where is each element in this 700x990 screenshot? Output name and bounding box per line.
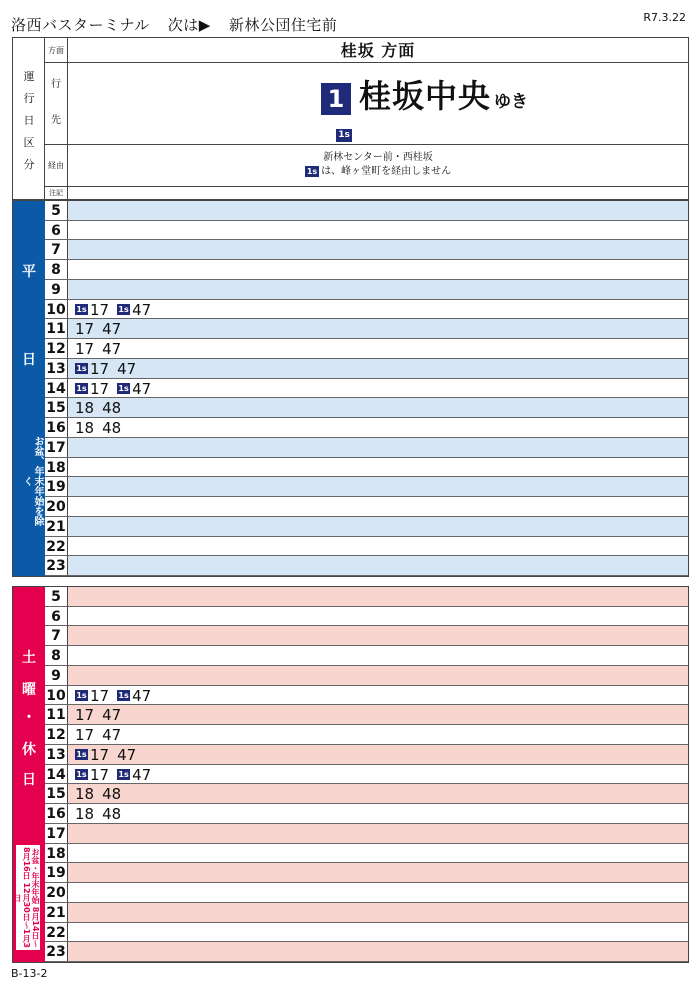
next-label: 次は▶ (167, 16, 211, 34)
departure-minute: 48 (102, 785, 122, 804)
holiday-side-band (13, 587, 45, 962)
minutes-cell (75, 765, 159, 785)
route-variant-badge: 1s (336, 129, 352, 142)
departure-minute: 18 (75, 805, 95, 824)
revision-date: R7.3.22 (643, 11, 686, 24)
timetable-row (45, 725, 688, 745)
departure-time (75, 339, 94, 359)
via-label: 経由 (45, 145, 68, 187)
timetable-row (45, 784, 688, 804)
departure-minute: 47 (117, 359, 137, 378)
departure-time (102, 339, 121, 359)
timetable-row (45, 300, 688, 320)
minutes-cell (75, 784, 129, 804)
holiday-timetable (12, 586, 689, 963)
service-type-label (13, 66, 45, 176)
variant-badge: 1s (76, 691, 87, 701)
departure-time (102, 725, 121, 745)
timetable-row (45, 438, 688, 458)
hour-cell: 22 (45, 537, 68, 556)
departure-time (75, 359, 109, 379)
departure-time (102, 784, 121, 804)
timetable-row (45, 923, 688, 943)
service-type-char: 分 (23, 158, 35, 171)
stop-name: 洛西バスターミナル (11, 16, 150, 34)
hour-cell: 5 (45, 587, 68, 606)
service-type-char: 運 (23, 70, 35, 83)
variant-badge: 1s (76, 305, 87, 315)
departure-time (75, 725, 94, 745)
direction-label: 方面 (45, 38, 68, 63)
variant-badge: 1s (118, 770, 129, 780)
hour-cell: 8 (45, 260, 68, 279)
minutes-cell (75, 725, 129, 745)
timetable-row (45, 745, 688, 765)
departure-time (75, 398, 94, 418)
departure-minute: 47 (132, 300, 152, 319)
departure-time (102, 705, 121, 725)
departure-minute: 18 (75, 399, 95, 418)
minutes-cell (75, 705, 129, 725)
route-info-box (12, 37, 689, 200)
hour-cell: 19 (45, 477, 68, 496)
hour-cell: 15 (45, 398, 68, 417)
departure-time (75, 705, 94, 725)
timetable-row (45, 666, 688, 686)
service-type-char: 区 (23, 136, 35, 149)
timetable-row (45, 607, 688, 627)
timetable-row (45, 942, 688, 962)
departure-time (117, 300, 151, 320)
departure-time (75, 745, 109, 765)
timetable-row (45, 339, 688, 359)
hour-cell: 21 (45, 517, 68, 536)
weekday-exclusion-note: お盆、年末年始を除く (21, 435, 43, 526)
via-note: は、峰ヶ堂町を経由しません (321, 166, 452, 177)
timetable-row (45, 221, 688, 241)
timetable-row (45, 201, 688, 221)
departure-minute: 47 (132, 765, 152, 784)
weekday-day-label-char: 平 (22, 264, 36, 280)
holiday-day-label-char: 土 (22, 650, 36, 666)
timetable-row (45, 705, 688, 725)
minutes-cell (75, 804, 129, 824)
hour-cell: 22 (45, 923, 68, 942)
timetable-row (45, 398, 688, 418)
departure-time (102, 319, 121, 339)
timetable-row (45, 903, 688, 923)
hour-cell: 12 (45, 725, 68, 744)
minutes-cell (75, 359, 144, 379)
timetable-row (45, 260, 688, 280)
timetable-row (45, 765, 688, 785)
next-stop: 新林公団住宅前 (228, 16, 338, 34)
timetable-row (45, 626, 688, 646)
hour-cell: 7 (45, 626, 68, 645)
timetable-row (45, 804, 688, 824)
variant-badge: 1s (306, 166, 318, 176)
destination-name: 桂坂中央 (359, 77, 492, 115)
departure-minute: 48 (102, 805, 122, 824)
dest-label-char: 行 (51, 79, 61, 90)
hour-cell: 16 (45, 418, 68, 437)
departure-minute: 48 (102, 399, 122, 418)
hour-cell: 13 (45, 745, 68, 764)
service-type-char: 日 (23, 114, 35, 127)
departure-time (75, 418, 94, 438)
hour-cell: 5 (45, 201, 68, 220)
hour-cell: 21 (45, 903, 68, 922)
holiday-day-label-char: 曜 (22, 682, 36, 698)
hour-cell: 19 (45, 863, 68, 882)
departure-minute: 17 (90, 300, 110, 319)
departure-minute: 18 (75, 419, 95, 438)
hour-cell: 20 (45, 883, 68, 902)
hour-cell: 17 (45, 824, 68, 843)
timetable-row (45, 883, 688, 903)
departure-minute: 47 (102, 726, 122, 745)
timetable-row (45, 844, 688, 864)
hour-cell: 6 (45, 221, 68, 240)
departure-minute: 47 (132, 686, 152, 705)
departure-time (75, 804, 94, 824)
timetable-row (45, 517, 688, 537)
departure-minute: 17 (75, 706, 95, 725)
timetable-row (45, 824, 688, 844)
departure-minute: 17 (90, 379, 110, 398)
departure-time (75, 300, 109, 320)
hour-cell: 6 (45, 607, 68, 626)
departure-minute: 47 (102, 340, 122, 359)
hour-cell: 9 (45, 666, 68, 685)
variant-badge: 1s (118, 384, 129, 394)
hour-cell: 9 (45, 280, 68, 299)
departure-time (117, 765, 151, 785)
hour-cell: 11 (45, 705, 68, 724)
timetable-row (45, 418, 688, 438)
hour-cell: 18 (45, 458, 68, 477)
departure-time (102, 398, 121, 418)
departure-time (117, 379, 151, 399)
minutes-cell (75, 379, 159, 399)
hour-cell: 15 (45, 784, 68, 803)
hour-cell: 8 (45, 646, 68, 665)
departure-time (75, 379, 109, 399)
hour-cell: 23 (45, 556, 68, 575)
timetable-row (45, 319, 688, 339)
variant-badge: 1s (76, 384, 87, 394)
timetable-row (45, 497, 688, 517)
minutes-cell (75, 418, 129, 438)
direction-text: 桂坂 方面 (340, 41, 416, 60)
minutes-cell (75, 339, 129, 359)
departure-minute: 17 (90, 686, 110, 705)
departure-minute: 18 (75, 785, 95, 804)
departure-minute: 17 (90, 765, 110, 784)
timetable-row (45, 587, 688, 607)
variant-badge: 1s (76, 750, 87, 760)
weekday-timetable (12, 200, 689, 577)
departure-time (75, 784, 94, 804)
timetable-row (45, 477, 688, 497)
hour-cell: 17 (45, 438, 68, 457)
via-line-1: 新林センター前・西桂坂 (323, 152, 433, 163)
variant-badge: 1s (118, 691, 129, 701)
hour-cell: 14 (45, 765, 68, 784)
departure-minute: 17 (75, 726, 95, 745)
minutes-cell (75, 745, 144, 765)
dest-label-char: 先 (51, 115, 61, 126)
departure-minute: 17 (90, 359, 110, 378)
hour-cell: 18 (45, 844, 68, 863)
destination-area (68, 63, 688, 145)
weekday-side-band (13, 201, 45, 576)
destination-suffix: ゆき (494, 92, 529, 112)
timetable-row (45, 556, 688, 576)
hour-cell: 12 (45, 339, 68, 358)
via-text (68, 145, 688, 187)
via-line-2 (68, 165, 688, 179)
departure-minute: 47 (132, 379, 152, 398)
holiday-day-label-char: 休 (22, 742, 36, 758)
minutes-cell (75, 319, 129, 339)
hour-cell: 14 (45, 379, 68, 398)
holiday-day-label-char: ・ (22, 710, 36, 726)
variant-badge: 1s (118, 305, 129, 315)
timetable-row (45, 379, 688, 399)
timetable-row (45, 686, 688, 706)
page-header (11, 14, 355, 35)
weekday-day-label-char: 日 (22, 352, 36, 368)
route-number-badge: 1 (321, 83, 351, 115)
minutes-cell (75, 398, 129, 418)
holiday-day-label-char: 日 (22, 772, 36, 788)
departure-time (117, 745, 136, 765)
timetable-row (45, 359, 688, 379)
departure-time (102, 418, 121, 438)
hour-cell: 7 (45, 240, 68, 259)
hour-cell: 10 (45, 300, 68, 319)
hour-cell: 20 (45, 497, 68, 516)
timetable-row (45, 280, 688, 300)
page-code: B-13-2 (11, 967, 48, 980)
service-type-char: 行 (23, 92, 35, 105)
timetable-row (45, 863, 688, 883)
departure-minute: 47 (102, 320, 122, 339)
departure-time (75, 765, 109, 785)
variant-badge: 1s (76, 770, 87, 780)
departure-time (75, 319, 94, 339)
timetable-row (45, 458, 688, 478)
departure-minute: 47 (117, 745, 137, 764)
hour-cell: 10 (45, 686, 68, 705)
hour-cell: 13 (45, 359, 68, 378)
timetable-row (45, 646, 688, 666)
departure-minute: 48 (102, 419, 122, 438)
departure-time (102, 804, 121, 824)
minutes-cell (75, 300, 159, 320)
departure-minute: 17 (75, 340, 95, 359)
minutes-cell (75, 686, 159, 706)
departure-minute: 17 (75, 320, 95, 339)
departure-time (117, 686, 151, 706)
note-label: 注記 (45, 187, 68, 199)
timetable-row (45, 240, 688, 260)
hour-cell: 16 (45, 804, 68, 823)
service-type-column (13, 38, 45, 199)
departure-time (75, 686, 109, 706)
departure-minute: 47 (102, 706, 122, 725)
variant-badge: 1s (76, 364, 87, 374)
timetable-row (45, 537, 688, 557)
departure-time (117, 359, 136, 379)
hour-cell: 23 (45, 942, 68, 961)
holiday-exclusion-note: お盆・年末年始 8月14日〜8月16日 12月30日〜1月3日 (16, 845, 40, 950)
hour-cell: 11 (45, 319, 68, 338)
departure-minute: 17 (90, 745, 110, 764)
